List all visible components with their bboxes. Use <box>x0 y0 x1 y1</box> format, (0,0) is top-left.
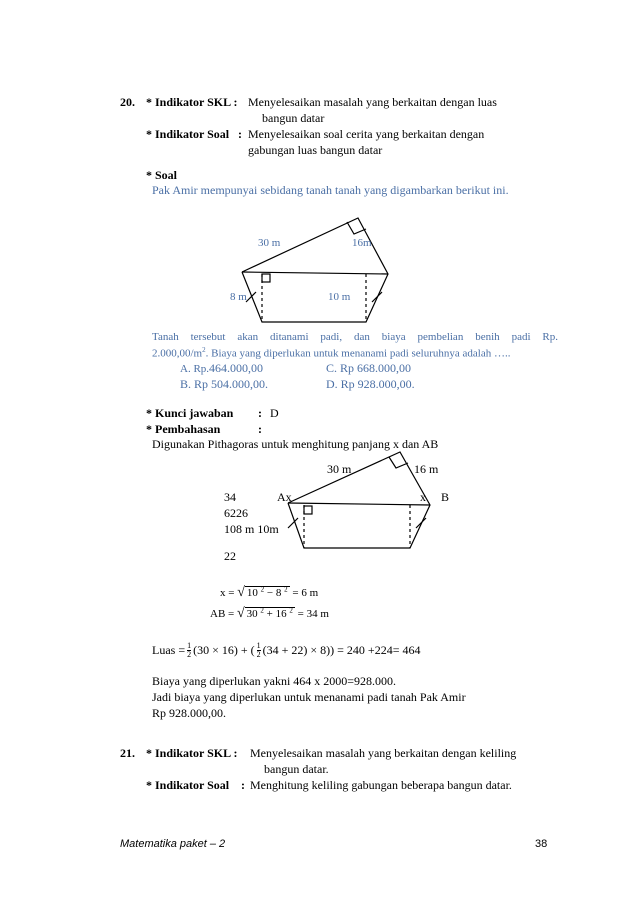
fig2-label-22: 22 <box>224 549 236 563</box>
formula-ab-a: 30 <box>246 608 258 620</box>
fig2-label-b: B <box>441 490 450 504</box>
fig2-label-6226: 6226 <box>224 506 248 520</box>
soal-label: * Soal <box>146 168 178 182</box>
luas-part1: (30 × 16) + ( <box>193 643 255 657</box>
luas-fraction-1 <box>187 642 191 659</box>
formula-x <box>220 585 318 601</box>
land-outline-2 <box>288 452 430 548</box>
option-b: B. Rp 504.000,00. <box>180 377 269 391</box>
problem-question: . Biaya yang diperlukan untuk menanami padi seluruhnya adalah ….. <box>205 347 511 360</box>
formula-x-exp1: 2 <box>260 585 265 594</box>
diagonal-line-2 <box>288 503 430 505</box>
indikator-skl-label: * Indikator SKL : <box>146 95 238 109</box>
formula-x-lhs: x = <box>220 587 235 599</box>
fig2-label-ax: Ax <box>277 490 292 504</box>
luas-result: = 240 +224= 464 <box>337 643 421 657</box>
fraction-numerator: 1 <box>256 641 261 650</box>
indikator-soal-text-line1: Menyelesaikan soal cerita yang berkaitan dengan <box>248 127 485 141</box>
tick-mark-right-2 <box>416 518 426 528</box>
luas-label: Luas = <box>152 643 186 657</box>
fig1-label-8m: 8 m <box>230 291 247 303</box>
sqrt-icon: √ <box>237 585 245 600</box>
fig2-label-34: 34 <box>224 490 236 504</box>
pembahasan-text: Digunakan Pithagoras untuk menghitung panjang x dan AB <box>152 437 439 451</box>
q21-indikator-skl-text-line1: Menyelesaikan masalah yang berkaitan dengan keliling <box>250 746 517 760</box>
q21-indikator-soal-label: * Indikator Soal <box>146 778 230 792</box>
formula-ab-exp1: 2 <box>260 606 264 615</box>
pembahasan-label: * Pembahasan <box>146 422 221 436</box>
option-d: D. Rp 928.000,00. <box>326 377 415 391</box>
indikator-skl-text-line2: bangun datar <box>262 111 325 125</box>
soal-text: Pak Amir mempunyai sebidang tanah tanah yang digambarkan berikut ini. <box>152 183 509 197</box>
q21-indikator-soal-colon: : <box>241 778 245 792</box>
conclusion-line2: Jadi biaya yang diperlukan untuk menanami padi tanah Pak Amir <box>152 690 466 704</box>
fraction-denominator: 2 <box>187 650 192 659</box>
formula-x-exp2: 2 <box>284 585 288 594</box>
formula-x-b: 8 <box>275 587 282 599</box>
fraction-numerator: 1 <box>187 641 192 650</box>
formula-x-minus: − <box>266 587 274 599</box>
question-number-21: 21. <box>120 746 135 760</box>
formula-x-a: 10 <box>246 587 258 599</box>
fraction-denominator: 2 <box>256 650 261 659</box>
price-per-m2: 2.000,00/m <box>152 347 203 360</box>
formula-ab <box>210 606 329 622</box>
luas-formula <box>152 642 420 659</box>
kunci-jawaban-value: D <box>270 406 279 420</box>
formula-ab-b: 16 <box>275 608 287 620</box>
luas-part2: (34 + 22) × 8)) <box>262 643 335 657</box>
formula-ab-plus: + <box>266 608 273 620</box>
q21-indikator-skl-label: * Indikator SKL : <box>146 746 238 760</box>
pembahasan-colon: : <box>258 422 262 436</box>
formula-ab-lhs: AB = <box>210 608 235 620</box>
formula-ab-radicand <box>245 607 295 620</box>
q21-indikator-skl-text-line2: bangun datar. <box>264 762 329 776</box>
fig1-label-16m: 16m <box>352 237 372 249</box>
kunci-jawaban-colon: : <box>258 406 262 420</box>
fig2-label-108m-10m: 108 m 10m <box>224 522 279 536</box>
formula-ab-exp2: 2 <box>289 606 293 615</box>
fig1-label-10m: 10 m <box>328 291 351 303</box>
footer-title: Matematika paket – 2 <box>120 838 226 850</box>
question-number-20: 20. <box>120 95 135 109</box>
formula-x-radicand <box>245 586 290 599</box>
luas-fraction-2 <box>257 642 261 659</box>
sqrt-icon: √ <box>236 606 245 621</box>
indikator-soal-label: * Indikator Soal <box>146 127 230 141</box>
q21-indikator-soal-text: Menghitung keliling gabungan beberapa bangun datar. <box>250 778 512 792</box>
indikator-soal-colon: : <box>238 127 242 141</box>
formula-ab-rhs: = 34 m <box>297 608 329 620</box>
fig2-label-30m: 30 m <box>327 462 352 476</box>
option-a-prefix: A. Rp. <box>180 363 210 375</box>
option-a-value: 464.000,00 <box>209 361 264 375</box>
fig2-label-16m: 16 m <box>414 462 439 476</box>
price-per-m2-exponent: 2 <box>202 346 206 354</box>
indikator-soal-text-line2: gabungan luas bangun datar <box>248 143 383 157</box>
formula-x-rhs: = 6 m <box>292 587 319 599</box>
page-number: 38 <box>535 838 548 850</box>
right-angle-marker-2 <box>304 506 312 514</box>
fig1-label-30m: 30 m <box>258 237 281 249</box>
option-c: C. Rp 668.000,00 <box>326 361 412 375</box>
indikator-skl-text-line1: Menyelesaikan masalah yang berkaitan dengan luas <box>248 95 497 109</box>
right-angle-marker-top-2 <box>389 457 408 468</box>
fig2-label-x: x <box>420 490 426 504</box>
problem-text-line1: Tanah tersebut akan ditanami padi, dan biaya pembelian benih padi Rp. <box>152 331 558 343</box>
conclusion-line3: Rp 928.000,00. <box>152 706 227 720</box>
kunci-jawaban-label: * Kunci jawaban <box>146 406 234 420</box>
conclusion-line1: Biaya yang diperlukan yakni 464 x 2000=928.000. <box>152 674 397 688</box>
